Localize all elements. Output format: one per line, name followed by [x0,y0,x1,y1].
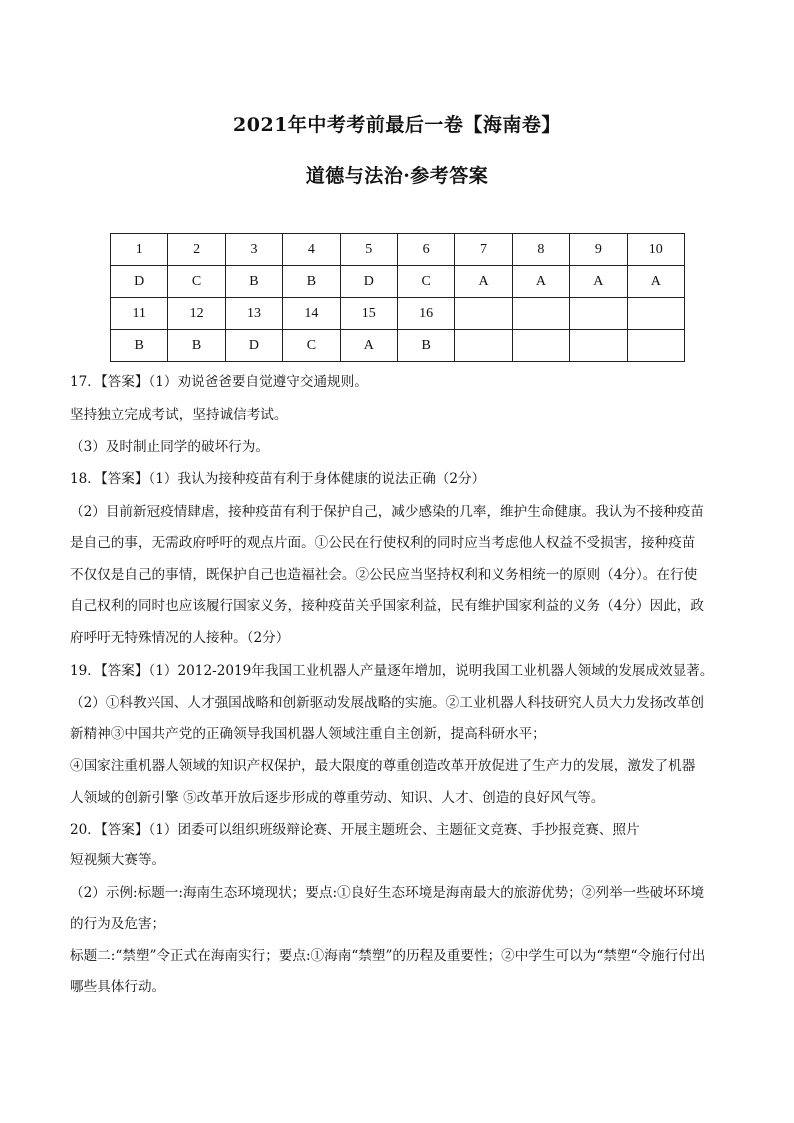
answer-text-line: 短视频大赛等。 [70,852,166,868]
table-cell: 3 [225,234,282,266]
table-cell [512,298,569,330]
table-cell: 9 [570,234,627,266]
answer-text-line: ④国家注重机器人领域的知识产权保护，最大限度的尊重创造改革开放促进了生产力的发展，激发了机器 [70,758,696,774]
answer-text-line: 标题二:“禁塑”令正式在海南实行；要点:①海南“禁塑”的历程及重要性；②中学生可以为“禁塑“令施行付出 [70,948,706,964]
answer-text-line: 人领域的创新引擎 ⑤改革开放后逐步形成的尊重劳动、知识、人才、创造的良好风气等。 [70,790,605,806]
table-cell: B [168,330,225,362]
table-cell: B [283,266,340,298]
table-cell: B [225,266,282,298]
table-row [111,266,685,298]
table-cell [512,330,569,362]
table-cell: 11 [111,298,168,330]
table-row [111,330,685,362]
table-cell: 10 [627,234,684,266]
answer-text-line: 坚持独立完成考试，坚持诚信考试。 [70,407,288,423]
answer-text-line: 自己权利的同时也应该履行国家义务，接种疫苗关乎国家利益，民有维护国家利益的义务（4分）因此，政 [70,598,704,614]
answer-text-line: 的行为及危害； [70,916,166,932]
answer-text-line: 20．【答案】（1）团委可以组织班级辩论赛、开展主题班会、主题征文竞赛、手抄报竞赛、照片 [70,822,640,838]
table-cell: 6 [397,234,454,266]
table-cell [455,298,512,330]
answer-text-line: （2）①科教兴国、人才强国战略和创新驱动发展战略的实施。②工业机器人科技研究人员大力发扬改革创 [70,695,704,711]
table-cell: B [397,330,454,362]
answer-text-line: （2）示例:标题一:海南生态环境现状；要点:①良好生态环境是海南最大的旅游优势；②列举一些破坏环境 [70,885,705,901]
page-title: 2021年中考考前最后一卷【海南卷】 [233,114,561,136]
table-cell: D [111,266,168,298]
page-subtitle: 道德与法治·参考答案 [305,165,489,187]
table-cell: 14 [283,298,340,330]
table-cell: C [283,330,340,362]
table-row [111,298,685,330]
answer-text-line: 府呼吁无特殊情况的人接种。（2分） [70,630,290,646]
answer-text-line: 17．【答案】（1）劝说爸爸要自觉遵守交通规则。 [70,374,368,390]
table-cell: B [111,330,168,362]
table-cell: A [455,266,512,298]
table-cell: A [570,266,627,298]
table-cell [627,298,684,330]
answer-text-line: 新精神③中国共产党的正确领导我国机器人领域注重自主创新，提高科研水平； [70,726,546,742]
table-cell: 4 [283,234,340,266]
answer-text-line: 19．【答案】（1）2012-2019年我国工业机器人产量逐年增加，说明我国工业机器人领域的发展成效显著。 [70,663,714,679]
table-cell: A [627,266,684,298]
table-cell: 8 [512,234,569,266]
table-cell: 1 [111,234,168,266]
table-cell: 13 [225,298,282,330]
answer-text-line: 不仅仅是自己的事情，既保护自己也造福社会。②公民应当坚持权利和义务相统一的原则（4分）。在行使 [70,567,698,583]
table-cell: A [340,330,397,362]
table-cell: C [397,266,454,298]
table-cell [570,298,627,330]
table-cell: 2 [168,234,225,266]
answer-text-line: 哪些具体行动。 [70,979,166,995]
answer-text-line: （2）目前新冠疫情肆虐，接种疫苗有利于保护自己，减少感染的几率，维护生命健康。我认为不接种疫苗 [70,504,704,520]
table-cell: 15 [340,298,397,330]
table-cell: A [512,266,569,298]
answer-text-line: （3）及时制止同学的破坏行为。 [70,439,269,455]
answer-text-line: 是自己的事，无需政府呼吁的观点片面。①公民在行使权利的同时应当考虑他人权益不受损害，接种疫苗 [70,535,696,551]
table-cell [570,330,627,362]
table-row [111,234,685,266]
table-cell: D [225,330,282,362]
table-cell: C [168,266,225,298]
table-cell: 12 [168,298,225,330]
table-cell: D [340,266,397,298]
answer-text-line: 18．【答案】（1）我认为接种疫苗有利于身体健康的说法正确（2分） [70,471,486,487]
table-cell: 5 [340,234,397,266]
table-cell: 7 [455,234,512,266]
table-cell [455,330,512,362]
table-cell [627,330,684,362]
table-cell: 16 [397,298,454,330]
answer-table [110,233,685,362]
